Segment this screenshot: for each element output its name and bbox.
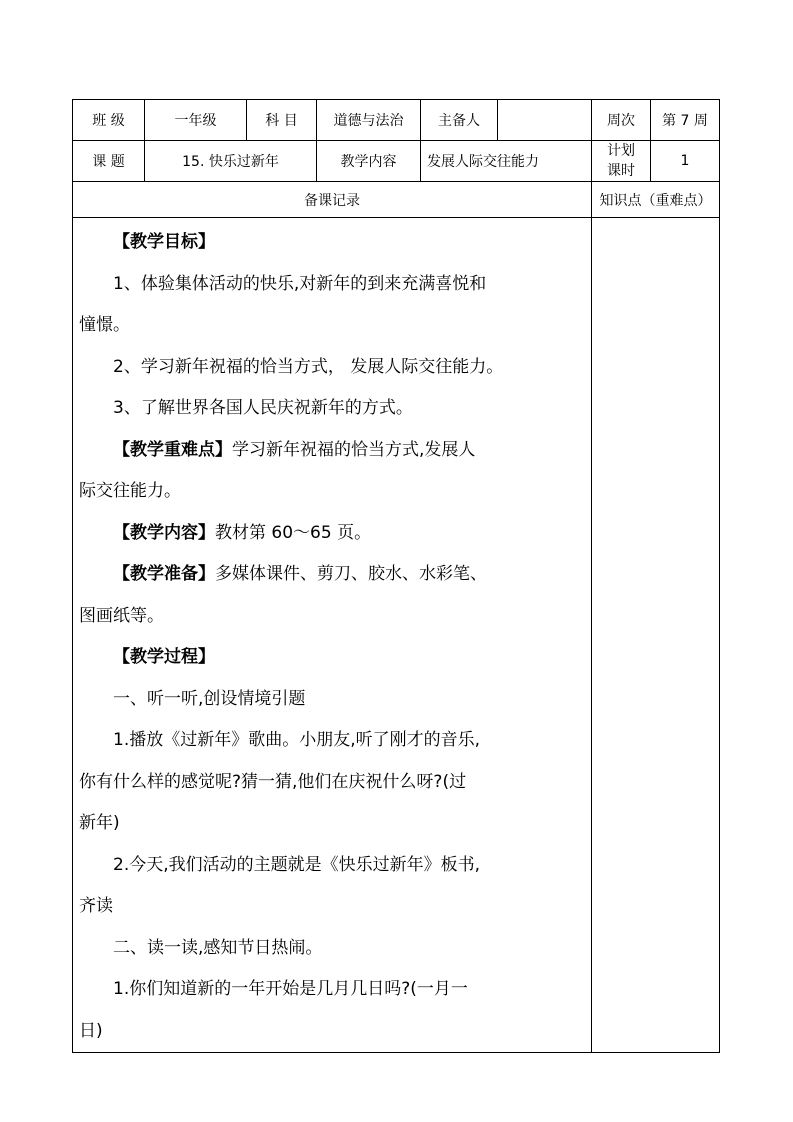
step-1-para-2-line-1: 2.今天,我们活动的主题就是《快乐过新年》板书, [113, 854, 481, 875]
step-2-title: 二、读一读,感知节日热闹。 [113, 937, 323, 958]
keypoints-line-2: 际交往能力。 [79, 481, 181, 501]
header-row-2 [73, 141, 720, 182]
header-row-3 [73, 182, 720, 218]
step-1-para-2-line-2: 齐读 [79, 896, 113, 916]
content-value: 发展人际交往能力 [421, 141, 592, 182]
planned-hours-value: 1 [651, 141, 720, 182]
step-2-para-1-line-1: 1.你们知道新的一年开始是几月几日吗?(一月一 [113, 979, 468, 999]
week-label: 周次 [592, 100, 651, 141]
prep-heading: 【教学准备】 [113, 564, 215, 584]
step-1-para-1-line-2: 你有什么样的感觉呢?猜一猜,他们在庆祝什么呀?(过 [79, 771, 467, 792]
class-label: 班 级 [73, 100, 145, 141]
header-row-1 [73, 100, 720, 141]
keypoints-text: 学习新年祝福的恰当方式,发展人 [232, 439, 476, 460]
step-1-title: 一、听一听,创设情境引题 [113, 688, 306, 709]
week-value: 第 7 周 [651, 100, 720, 141]
planned-hours-label-line2: 课时 [607, 163, 635, 179]
content-heading: 【教学内容】 [113, 522, 215, 543]
planned-hours-label [592, 141, 651, 182]
keypoints-line-1 [79, 430, 585, 472]
prep-text: 多媒体课件、剪刀、胶水、水彩笔、 [215, 564, 487, 584]
notes-cell [73, 218, 592, 1053]
step-1-para-1-line-3: 新年) [79, 813, 120, 833]
preparer-value [498, 100, 592, 141]
lesson-plan-table [72, 99, 720, 1053]
knowledge-column-header: 知识点（重难点） [592, 182, 720, 218]
subject-label: 科 目 [247, 100, 317, 141]
goal-3: 3、了解世界各国人民庆祝新年的方式。 [113, 398, 413, 418]
prep-line-1 [79, 554, 585, 596]
notes-content [73, 218, 591, 1052]
preparer-label: 主备人 [421, 100, 498, 141]
content-label: 教学内容 [317, 141, 421, 182]
goal-1-line-2: 憧憬。 [79, 315, 130, 335]
subject-value: 道德与法治 [317, 100, 421, 141]
goals-heading: 【教学目标】 [113, 232, 215, 252]
step-1-para-1-line-1: 1.播放《过新年》歌曲。小朋友,听了刚才的音乐, [113, 730, 481, 750]
body-row [73, 218, 720, 1053]
keypoints-heading: 【教学重难点】 [113, 439, 232, 460]
topic-label: 课 题 [73, 141, 145, 182]
process-heading: 【教学过程】 [113, 647, 215, 667]
prep-line-2: 图画纸等。 [79, 605, 164, 626]
step-2-para-1-line-2: 日) [79, 1020, 103, 1041]
goal-2: 2、学习新年祝福的恰当方式， 发展人际交往能力。 [113, 356, 504, 377]
notes-column-header: 备课记录 [73, 182, 592, 218]
topic-value: 15. 快乐过新年 [145, 141, 317, 182]
class-value: 一年级 [145, 100, 247, 141]
goal-1-line-1: 1、体验集体活动的快乐,对新年的到来充满喜悦和 [113, 273, 487, 294]
planned-hours-label-line1: 计划 [607, 143, 635, 159]
knowledge-cell [592, 218, 720, 1053]
lesson-plan-sheet [72, 99, 719, 1051]
content-text: 教材第 60～65 页。 [215, 522, 372, 543]
content-line [79, 513, 585, 555]
